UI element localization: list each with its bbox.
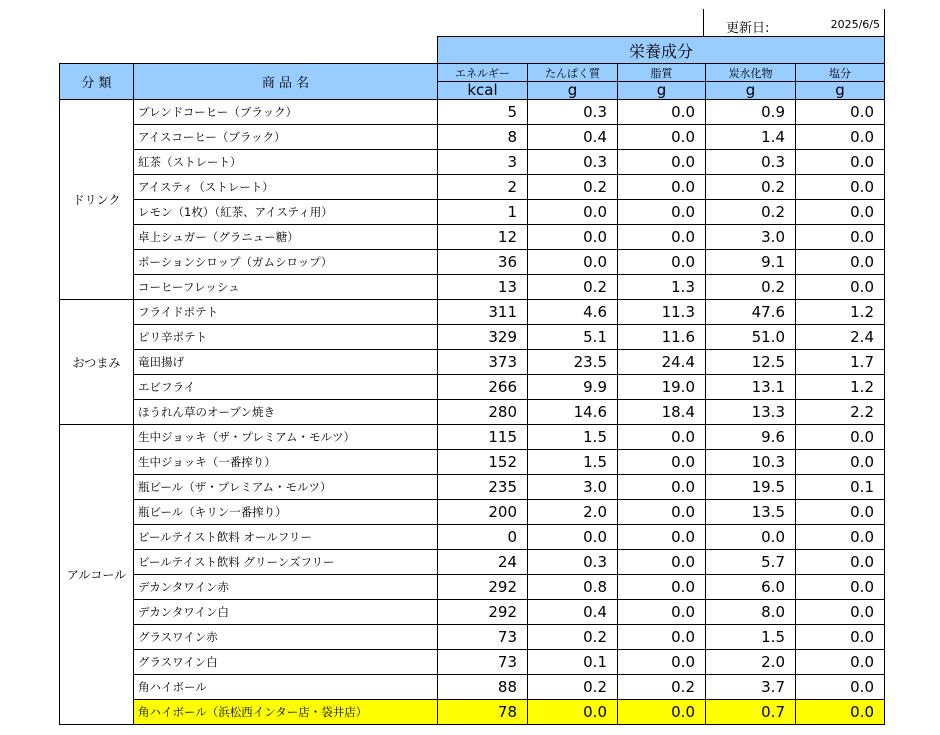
product-name-cell: ビールテイスト飲料 グリーンズフリー xyxy=(134,550,438,575)
salt-value: 0.0 xyxy=(796,275,885,300)
product-name-cell: 角ハイボール xyxy=(134,675,438,700)
category-header: 分 類 xyxy=(60,64,134,100)
product-name-cell: コーヒーフレッシュ xyxy=(134,275,438,300)
carb-value: 12.5 xyxy=(706,350,796,375)
table-row xyxy=(60,225,885,250)
product-name-cell: ビールテイスト飲料 オールフリー xyxy=(134,525,438,550)
fat-value: 0.0 xyxy=(618,550,706,575)
carb-unit: g xyxy=(706,82,796,100)
protein-value: 2.0 xyxy=(528,500,618,525)
fat-value: 19.0 xyxy=(618,375,706,400)
salt-value: 0.0 xyxy=(796,250,885,275)
category-cell: アルコール xyxy=(60,425,134,725)
carb-value: 1.4 xyxy=(706,125,796,150)
carb-value: 1.5 xyxy=(706,625,796,650)
fat-value: 0.2 xyxy=(618,675,706,700)
energy-value: 329 xyxy=(438,325,528,350)
fat-value: 0.0 xyxy=(618,575,706,600)
table-row xyxy=(60,550,885,575)
fat-value: 0.0 xyxy=(618,175,706,200)
protein-value: 0.4 xyxy=(528,125,618,150)
salt-value: 0.0 xyxy=(796,650,885,675)
table-row xyxy=(60,100,885,125)
product-name-cell: アイスティ（ストレート） xyxy=(134,175,438,200)
protein-value: 0.0 xyxy=(528,250,618,275)
fat-value: 0.0 xyxy=(618,600,706,625)
salt-value: 1.7 xyxy=(796,350,885,375)
carb-value: 5.7 xyxy=(706,550,796,575)
energy-value: 280 xyxy=(438,400,528,425)
salt-value: 0.0 xyxy=(796,500,885,525)
product-name-cell: 紅茶（ストレート） xyxy=(134,150,438,175)
energy-value: 73 xyxy=(438,650,528,675)
carb-value: 9.1 xyxy=(706,250,796,275)
table-row xyxy=(60,275,885,300)
carb-value: 3.7 xyxy=(706,675,796,700)
carb-value: 0.2 xyxy=(706,200,796,225)
table-row xyxy=(60,150,885,175)
table-row xyxy=(60,525,885,550)
energy-value: 115 xyxy=(438,425,528,450)
fat-value: 0.0 xyxy=(618,475,706,500)
fat-value: 0.0 xyxy=(618,225,706,250)
energy-value: 200 xyxy=(438,500,528,525)
update-date-value: 2025/6/5 xyxy=(830,18,880,31)
product-name-cell: 生中ジョッキ（ザ・プレミアム・モルツ） xyxy=(134,425,438,450)
fat-value: 0.0 xyxy=(618,100,706,125)
table-row xyxy=(60,175,885,200)
table-row xyxy=(60,250,885,275)
fat-value: 18.4 xyxy=(618,400,706,425)
energy-value: 36 xyxy=(438,250,528,275)
table-row xyxy=(60,400,885,425)
table-row xyxy=(60,475,885,500)
energy-value: 88 xyxy=(438,675,528,700)
fat-value: 0.0 xyxy=(618,425,706,450)
energy-value: 235 xyxy=(438,475,528,500)
protein-value: 0.3 xyxy=(528,100,618,125)
carb-value: 0.2 xyxy=(706,175,796,200)
protein-value: 0.1 xyxy=(528,650,618,675)
energy-unit: kcal xyxy=(438,82,528,100)
product-name-cell: レモン（1枚）（紅茶、アイスティ用） xyxy=(134,200,438,225)
fat-header: 脂質 xyxy=(618,64,706,82)
fat-value: 11.6 xyxy=(618,325,706,350)
salt-value: 0.0 xyxy=(796,100,885,125)
table-row xyxy=(60,425,885,450)
energy-value: 1 xyxy=(438,200,528,225)
salt-value: 0.0 xyxy=(796,125,885,150)
carb-header: 炭水化物 xyxy=(706,64,796,82)
energy-value: 0 xyxy=(438,525,528,550)
salt-value: 0.0 xyxy=(796,525,885,550)
protein-value: 0.0 xyxy=(528,700,618,725)
carb-value: 0.7 xyxy=(706,700,796,725)
protein-value: 14.6 xyxy=(528,400,618,425)
carb-value: 10.3 xyxy=(706,450,796,475)
product-name-cell: ピリ辛ポテト xyxy=(134,325,438,350)
energy-value: 5 xyxy=(438,100,528,125)
salt-value: 0.0 xyxy=(796,675,885,700)
energy-value: 73 xyxy=(438,625,528,650)
protein-unit: g xyxy=(528,82,618,100)
protein-value: 0.2 xyxy=(528,675,618,700)
category-cell: おつまみ xyxy=(60,300,134,425)
product-name-cell: 角ハイボール（浜松西インター店・袋井店） xyxy=(134,700,438,725)
table-row xyxy=(60,375,885,400)
carb-value: 0.0 xyxy=(706,525,796,550)
fat-value: 0.0 xyxy=(618,200,706,225)
fat-value: 0.0 xyxy=(618,450,706,475)
product-name-cell: 瓶ビール（ザ・プレミアム・モルツ） xyxy=(134,475,438,500)
table-row xyxy=(60,500,885,525)
category-cell: ドリンク xyxy=(60,100,134,300)
carb-value: 13.1 xyxy=(706,375,796,400)
carb-value: 0.9 xyxy=(706,100,796,125)
fat-value: 0.0 xyxy=(618,525,706,550)
table-row xyxy=(60,350,885,375)
protein-value: 0.8 xyxy=(528,575,618,600)
update-date-label: 更新日: xyxy=(726,21,770,36)
salt-value: 2.4 xyxy=(796,325,885,350)
carb-value: 6.0 xyxy=(706,575,796,600)
table-row xyxy=(60,600,885,625)
salt-value: 0.0 xyxy=(796,600,885,625)
table-row xyxy=(60,300,885,325)
protein-value: 1.5 xyxy=(528,450,618,475)
protein-value: 0.0 xyxy=(528,200,618,225)
protein-value: 0.2 xyxy=(528,175,618,200)
product-name-cell: グラスワイン白 xyxy=(134,650,438,675)
protein-value: 0.2 xyxy=(528,625,618,650)
product-name-cell: 生中ジョッキ（一番搾り） xyxy=(134,450,438,475)
nutrition-header: 栄養成分 xyxy=(438,37,885,64)
table-row xyxy=(60,125,885,150)
energy-value: 373 xyxy=(438,350,528,375)
protein-value: 0.0 xyxy=(528,225,618,250)
table-row xyxy=(60,700,885,725)
carb-value: 0.3 xyxy=(706,150,796,175)
table-row xyxy=(60,325,885,350)
fat-value: 0.0 xyxy=(618,650,706,675)
product-name-cell: 瓶ビール（キリン一番搾り） xyxy=(134,500,438,525)
salt-value: 0.0 xyxy=(796,200,885,225)
salt-value: 0.0 xyxy=(796,175,885,200)
protein-value: 9.9 xyxy=(528,375,618,400)
energy-value: 292 xyxy=(438,600,528,625)
table-row xyxy=(60,675,885,700)
fat-value: 0.0 xyxy=(618,625,706,650)
energy-value: 78 xyxy=(438,700,528,725)
product-name-cell: ポーションシロップ（ガムシロップ） xyxy=(134,250,438,275)
salt-value: 0.0 xyxy=(796,150,885,175)
table-row xyxy=(60,450,885,475)
salt-value: 2.2 xyxy=(796,400,885,425)
protein-value: 5.1 xyxy=(528,325,618,350)
carb-value: 19.5 xyxy=(706,475,796,500)
table-row xyxy=(60,650,885,675)
fat-value: 1.3 xyxy=(618,275,706,300)
salt-value: 0.0 xyxy=(796,225,885,250)
header-blank xyxy=(60,37,438,64)
fat-value: 0.0 xyxy=(618,150,706,175)
product-name-cell: アイスコーヒー（ブラック） xyxy=(134,125,438,150)
protein-value: 0.0 xyxy=(528,525,618,550)
product-name-header: 商 品 名 xyxy=(134,64,438,100)
salt-unit: g xyxy=(796,82,885,100)
product-name-cell: デカンタワイン白 xyxy=(134,600,438,625)
protein-value: 0.3 xyxy=(528,550,618,575)
table-row xyxy=(60,575,885,600)
fat-value: 0.0 xyxy=(618,700,706,725)
nutrition-table xyxy=(59,36,885,725)
salt-value: 1.2 xyxy=(796,375,885,400)
protein-value: 4.6 xyxy=(528,300,618,325)
energy-value: 24 xyxy=(438,550,528,575)
protein-value: 0.2 xyxy=(528,275,618,300)
energy-value: 152 xyxy=(438,450,528,475)
salt-value: 0.0 xyxy=(796,425,885,450)
salt-value: 0.0 xyxy=(796,575,885,600)
energy-value: 12 xyxy=(438,225,528,250)
product-name-cell: エビフライ xyxy=(134,375,438,400)
product-name-cell: 竜田揚げ xyxy=(134,350,438,375)
energy-value: 2 xyxy=(438,175,528,200)
product-name-cell: グラスワイン赤 xyxy=(134,625,438,650)
salt-value: 0.0 xyxy=(796,550,885,575)
carb-value: 13.3 xyxy=(706,400,796,425)
product-name-cell: 卓上シュガー（グラニュー糖） xyxy=(134,225,438,250)
salt-value: 0.0 xyxy=(796,700,885,725)
salt-value: 0.1 xyxy=(796,475,885,500)
table-row xyxy=(60,200,885,225)
fat-value: 0.0 xyxy=(618,250,706,275)
table-row xyxy=(60,625,885,650)
energy-value: 13 xyxy=(438,275,528,300)
fat-value: 11.3 xyxy=(618,300,706,325)
protein-value: 23.5 xyxy=(528,350,618,375)
protein-value: 3.0 xyxy=(528,475,618,500)
carb-value: 0.2 xyxy=(706,275,796,300)
carb-value: 2.0 xyxy=(706,650,796,675)
salt-value: 0.0 xyxy=(796,450,885,475)
energy-value: 8 xyxy=(438,125,528,150)
salt-value: 1.2 xyxy=(796,300,885,325)
energy-value: 311 xyxy=(438,300,528,325)
carb-value: 13.5 xyxy=(706,500,796,525)
product-name-cell: ブレンドコーヒー（ブラック） xyxy=(134,100,438,125)
carb-value: 3.0 xyxy=(706,225,796,250)
fat-unit: g xyxy=(618,82,706,100)
product-name-cell: フライドポテト xyxy=(134,300,438,325)
fat-value: 0.0 xyxy=(618,500,706,525)
protein-header: たんぱく質 xyxy=(528,64,618,82)
carb-value: 8.0 xyxy=(706,600,796,625)
energy-value: 292 xyxy=(438,575,528,600)
energy-header: エネルギー xyxy=(438,64,528,82)
carb-value: 51.0 xyxy=(706,325,796,350)
carb-value: 47.6 xyxy=(706,300,796,325)
salt-value: 0.0 xyxy=(796,625,885,650)
energy-value: 3 xyxy=(438,150,528,175)
update-date-box xyxy=(703,9,885,36)
protein-value: 0.4 xyxy=(528,600,618,625)
product-name-cell: ほうれん草のオーブン焼き xyxy=(134,400,438,425)
protein-value: 0.3 xyxy=(528,150,618,175)
product-name-cell: デカンタワイン赤 xyxy=(134,575,438,600)
energy-value: 266 xyxy=(438,375,528,400)
salt-header: 塩分 xyxy=(796,64,885,82)
fat-value: 0.0 xyxy=(618,125,706,150)
carb-value: 9.6 xyxy=(706,425,796,450)
protein-value: 1.5 xyxy=(528,425,618,450)
fat-value: 24.4 xyxy=(618,350,706,375)
